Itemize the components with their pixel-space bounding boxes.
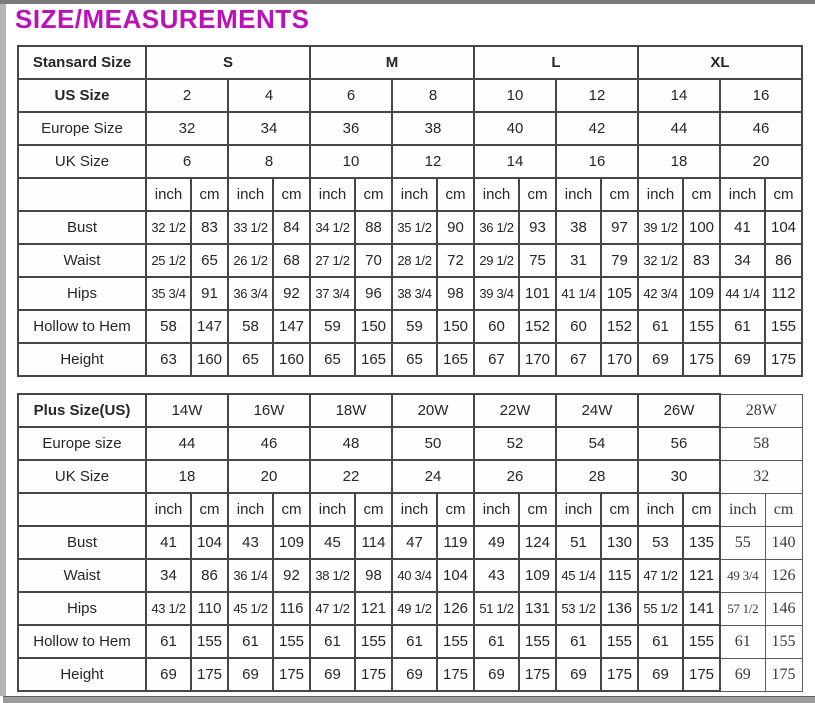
size-value-cell: 26 [474,460,556,493]
measure-value-cell: 155 [683,625,720,658]
size-group-header: S [146,46,310,79]
measure-value-cell: 147 [191,310,228,343]
measure-value-cell: 65 [310,343,355,376]
measure-value-cell: 109 [273,526,310,559]
measure-value-cell: 47 1/2 [638,559,683,592]
measure-value-cell: 53 1/2 [556,592,601,625]
measure-value-cell: 114 [355,526,392,559]
measure-value-cell: 88 [355,211,392,244]
unit-header-cell: cm [683,178,720,211]
measure-value-cell: 135 [683,526,720,559]
measure-value-cell: 57 1/2 [720,592,765,625]
size-value-cell: 34 [228,112,310,145]
measure-value-cell: 65 [228,343,273,376]
measure-value-cell: 43 [474,559,519,592]
measure-value-cell: 91 [191,277,228,310]
measure-value-cell: 60 [556,310,601,343]
measure-value-cell: 32 1/2 [146,211,191,244]
measure-value-cell: 63 [146,343,191,376]
empty-corner-cell [18,493,146,526]
size-value-cell: 42 [556,112,638,145]
size-value-cell: 4 [228,79,310,112]
measure-value-cell: 115 [601,559,638,592]
measure-value-cell: 65 [392,343,437,376]
measure-value-cell: 69 [228,658,273,691]
measure-value-cell: 112 [765,277,802,310]
measure-value-cell: 70 [355,244,392,277]
measure-value-cell: 69 [638,343,683,376]
unit-header-cell: cm [273,493,310,526]
measure-value-cell: 109 [519,559,556,592]
measure-row-label: Bust [18,211,146,244]
measure-value-cell: 69 [474,658,519,691]
measure-value-cell: 38 1/2 [310,559,355,592]
unit-header-cell: inch [392,178,437,211]
measure-value-cell: 126 [437,592,474,625]
measure-value-cell: 150 [355,310,392,343]
size-value-cell: 46 [720,112,802,145]
measure-value-cell: 61 [310,625,355,658]
measure-value-cell: 90 [437,211,474,244]
measure-row-label: Hips [18,592,146,625]
size-value-cell: 14 [638,79,720,112]
measure-value-cell: 35 3/4 [146,277,191,310]
size-value-cell: 56 [638,427,720,460]
size-value-cell: 52 [474,427,556,460]
measure-value-cell: 165 [355,343,392,376]
size-value-cell: 44 [146,427,228,460]
unit-header-cell: inch [720,178,765,211]
measure-row-label: Bust [18,526,146,559]
size-value-cell: 32 [720,460,802,493]
measure-value-cell: 38 3/4 [392,277,437,310]
measure-value-cell: 68 [273,244,310,277]
measure-value-cell: 25 1/2 [146,244,191,277]
measure-value-cell: 104 [765,211,802,244]
measure-value-cell: 155 [273,625,310,658]
size-value-cell: 44 [638,112,720,145]
size-value-cell: 8 [228,145,310,178]
measure-value-cell: 86 [191,559,228,592]
measure-value-cell: 126 [765,559,802,592]
measure-value-cell: 175 [437,658,474,691]
measure-value-cell: 28 1/2 [392,244,437,277]
measure-value-cell: 55 [720,526,765,559]
measure-row-label: Waist [18,244,146,277]
size-value-cell: 38 [392,112,474,145]
size-value-cell: 20 [228,460,310,493]
measure-value-cell: 38 [556,211,601,244]
measure-value-cell: 160 [273,343,310,376]
measure-value-cell: 104 [437,559,474,592]
measure-value-cell: 61 [474,625,519,658]
measure-row-label: Hollow to Hem [18,625,146,658]
measure-value-cell: 93 [519,211,556,244]
measure-value-cell: 147 [273,310,310,343]
measure-value-cell: 110 [191,592,228,625]
size-group-header: 14W [146,394,228,427]
measure-value-cell: 47 [392,526,437,559]
measure-value-cell: 72 [437,244,474,277]
size-value-cell: 48 [310,427,392,460]
measure-value-cell: 152 [519,310,556,343]
size-value-cell: 36 [310,112,392,145]
measure-value-cell: 165 [437,343,474,376]
unit-header-cell: cm [519,178,556,211]
unit-header-cell: cm [683,493,720,526]
measure-value-cell: 75 [519,244,556,277]
measure-value-cell: 104 [191,526,228,559]
measure-value-cell: 43 1/2 [146,592,191,625]
measure-value-cell: 31 [556,244,601,277]
measure-value-cell: 86 [765,244,802,277]
unit-header-cell: inch [556,178,601,211]
measure-value-cell: 155 [683,310,720,343]
measure-value-cell: 69 [720,658,765,691]
measure-value-cell: 47 1/2 [310,592,355,625]
measure-value-cell: 41 [720,211,765,244]
size-value-cell: 28 [556,460,638,493]
measure-value-cell: 92 [273,277,310,310]
page-left-edge [0,4,6,696]
size-group-header: L [474,46,638,79]
measure-value-cell: 69 [392,658,437,691]
unit-header-cell: cm [765,178,802,211]
measure-value-cell: 170 [601,343,638,376]
measure-value-cell: 58 [228,310,273,343]
size-row-label: UK Size [18,460,146,493]
unit-header-cell: cm [519,493,556,526]
size-value-cell: 16 [556,145,638,178]
size-value-cell: 32 [146,112,228,145]
size-value-cell: 6 [310,79,392,112]
measure-value-cell: 61 [228,625,273,658]
measure-value-cell: 61 [146,625,191,658]
measure-value-cell: 131 [519,592,556,625]
measure-value-cell: 36 3/4 [228,277,273,310]
measure-value-cell: 79 [601,244,638,277]
measure-value-cell: 41 1/4 [556,277,601,310]
measure-value-cell: 83 [191,211,228,244]
measure-value-cell: 97 [601,211,638,244]
measure-value-cell: 37 3/4 [310,277,355,310]
measure-value-cell: 155 [519,625,556,658]
measure-value-cell: 175 [191,658,228,691]
size-value-cell: 54 [556,427,638,460]
measure-value-cell: 39 3/4 [474,277,519,310]
measure-value-cell: 36 1/4 [228,559,273,592]
measure-value-cell: 33 1/2 [228,211,273,244]
measure-value-cell: 155 [191,625,228,658]
measure-value-cell: 175 [765,343,802,376]
size-value-cell: 6 [146,145,228,178]
unit-header-cell: cm [273,178,310,211]
measure-value-cell: 170 [519,343,556,376]
table-header-cell: Stansard Size [18,46,146,79]
measure-value-cell: 121 [683,559,720,592]
measure-value-cell: 61 [720,310,765,343]
measure-value-cell: 61 [638,310,683,343]
size-group-header: 16W [228,394,310,427]
measure-value-cell: 83 [683,244,720,277]
unit-header-cell: inch [228,493,273,526]
measure-value-cell: 59 [392,310,437,343]
size-value-cell: 18 [638,145,720,178]
size-group-header: 20W [392,394,474,427]
measure-value-cell: 109 [683,277,720,310]
measure-value-cell: 116 [273,592,310,625]
measure-row-label: Height [18,343,146,376]
measure-value-cell: 175 [355,658,392,691]
size-value-cell: 10 [474,79,556,112]
measure-value-cell: 60 [474,310,519,343]
size-value-cell: 50 [392,427,474,460]
measure-value-cell: 59 [310,310,355,343]
size-row-label: Europe size [18,427,146,460]
measure-value-cell: 34 [146,559,191,592]
unit-header-cell: inch [310,178,355,211]
measure-value-cell: 175 [519,658,556,691]
unit-header-cell: cm [191,178,228,211]
measure-value-cell: 98 [355,559,392,592]
measure-value-cell: 150 [437,310,474,343]
measure-value-cell: 136 [601,592,638,625]
measure-value-cell: 39 1/2 [638,211,683,244]
measure-value-cell: 29 1/2 [474,244,519,277]
measure-value-cell: 65 [191,244,228,277]
measure-value-cell: 124 [519,526,556,559]
unit-header-cell: cm [601,493,638,526]
measure-value-cell: 32 1/2 [638,244,683,277]
measure-value-cell: 146 [765,592,802,625]
measure-value-cell: 27 1/2 [310,244,355,277]
measure-value-cell: 42 3/4 [638,277,683,310]
measure-value-cell: 40 3/4 [392,559,437,592]
size-value-cell: 18 [146,460,228,493]
measure-value-cell: 155 [765,310,802,343]
measure-value-cell: 100 [683,211,720,244]
standard-size-table [17,45,803,377]
unit-header-cell: inch [392,493,437,526]
measure-value-cell: 155 [765,625,802,658]
unit-header-cell: inch [146,178,191,211]
unit-header-cell: cm [601,178,638,211]
measure-value-cell: 160 [191,343,228,376]
page-bottom-edge [3,696,815,703]
measure-value-cell: 55 1/2 [638,592,683,625]
unit-header-cell: inch [146,493,191,526]
unit-header-cell: cm [437,178,474,211]
measure-value-cell: 69 [310,658,355,691]
size-row-label: UK Size [18,145,146,178]
unit-header-cell: inch [310,493,355,526]
measure-value-cell: 51 1/2 [474,592,519,625]
unit-header-cell: cm [355,493,392,526]
unit-header-cell: inch [228,178,273,211]
measure-value-cell: 98 [437,277,474,310]
size-group-header: 22W [474,394,556,427]
measure-value-cell: 45 1/2 [228,592,273,625]
measure-value-cell: 140 [765,526,802,559]
size-value-cell: 24 [392,460,474,493]
unit-header-cell: cm [765,493,802,526]
unit-header-cell: inch [474,493,519,526]
measure-value-cell: 69 [638,658,683,691]
measure-value-cell: 34 [720,244,765,277]
measure-value-cell: 67 [474,343,519,376]
measure-value-cell: 61 [556,625,601,658]
unit-header-cell: inch [474,178,519,211]
measure-value-cell: 175 [601,658,638,691]
measure-value-cell: 155 [355,625,392,658]
measure-value-cell: 175 [765,658,802,691]
measure-value-cell: 26 1/2 [228,244,273,277]
size-value-cell: 12 [556,79,638,112]
measure-value-cell: 92 [273,559,310,592]
measure-row-label: Hips [18,277,146,310]
measure-value-cell: 175 [683,658,720,691]
measure-value-cell: 51 [556,526,601,559]
size-group-header: M [310,46,474,79]
size-value-cell: 12 [392,145,474,178]
measure-value-cell: 84 [273,211,310,244]
measure-value-cell: 41 [146,526,191,559]
unit-header-cell: cm [437,493,474,526]
size-value-cell: 8 [392,79,474,112]
measure-value-cell: 61 [638,625,683,658]
unit-header-cell: inch [556,493,601,526]
size-row-label: US Size [18,79,146,112]
measure-value-cell: 69 [556,658,601,691]
size-group-header: 18W [310,394,392,427]
table-header-cell: Plus Size(US) [18,394,146,427]
size-value-cell: 2 [146,79,228,112]
measure-value-cell: 61 [720,625,765,658]
unit-header-cell: inch [720,493,765,526]
measure-value-cell: 141 [683,592,720,625]
unit-header-cell: cm [191,493,228,526]
measure-value-cell: 119 [437,526,474,559]
measure-value-cell: 35 1/2 [392,211,437,244]
measure-value-cell: 43 [228,526,273,559]
size-group-header: 26W [638,394,720,427]
unit-header-cell: inch [638,178,683,211]
size-row-label: Europe Size [18,112,146,145]
measure-row-label: Waist [18,559,146,592]
measure-value-cell: 101 [519,277,556,310]
measure-value-cell: 175 [683,343,720,376]
size-value-cell: 58 [720,427,802,460]
size-group-header: 24W [556,394,638,427]
unit-header-cell: cm [355,178,392,211]
measure-value-cell: 58 [146,310,191,343]
measure-value-cell: 155 [437,625,474,658]
size-value-cell: 20 [720,145,802,178]
size-value-cell: 22 [310,460,392,493]
size-value-cell: 46 [228,427,310,460]
measure-value-cell: 67 [556,343,601,376]
page-title: SIZE/MEASUREMENTS [15,4,310,34]
unit-header-cell: inch [638,493,683,526]
measure-value-cell: 69 [146,658,191,691]
size-value-cell: 16 [720,79,802,112]
measure-value-cell: 44 1/4 [720,277,765,310]
plus-size-table [17,393,803,692]
size-group-header: 28W [720,394,802,427]
measure-value-cell: 105 [601,277,638,310]
measure-value-cell: 36 1/2 [474,211,519,244]
measure-row-label: Height [18,658,146,691]
measure-value-cell: 155 [601,625,638,658]
measure-value-cell: 175 [273,658,310,691]
measure-value-cell: 130 [601,526,638,559]
measure-value-cell: 96 [355,277,392,310]
measure-value-cell: 45 [310,526,355,559]
measure-value-cell: 152 [601,310,638,343]
size-value-cell: 40 [474,112,556,145]
size-value-cell: 30 [638,460,720,493]
measure-value-cell: 34 1/2 [310,211,355,244]
measure-value-cell: 121 [355,592,392,625]
measure-value-cell: 49 1/2 [392,592,437,625]
size-value-cell: 14 [474,145,556,178]
measure-value-cell: 69 [720,343,765,376]
measure-value-cell: 49 [474,526,519,559]
size-group-header: XL [638,46,802,79]
measure-value-cell: 49 3/4 [720,559,765,592]
measure-value-cell: 61 [392,625,437,658]
measure-row-label: Hollow to Hem [18,310,146,343]
size-value-cell: 10 [310,145,392,178]
measure-value-cell: 53 [638,526,683,559]
measure-value-cell: 45 1/4 [556,559,601,592]
empty-corner-cell [18,178,146,211]
